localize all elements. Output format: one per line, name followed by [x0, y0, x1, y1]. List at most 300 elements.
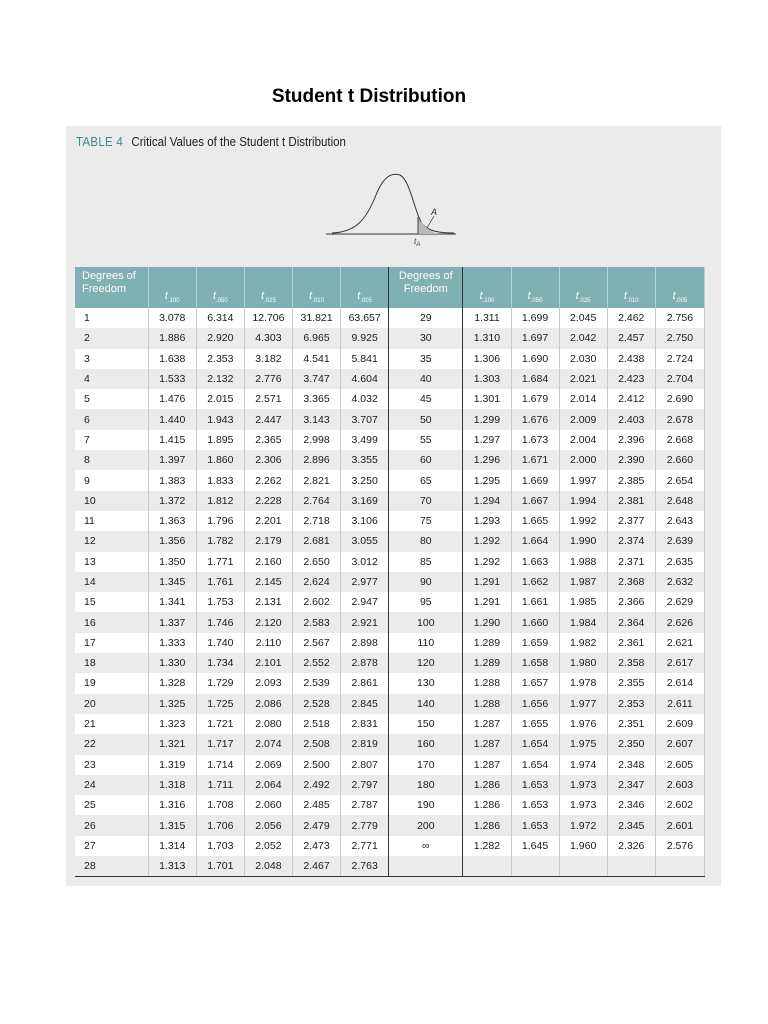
value-cell: 2.626 [655, 612, 704, 632]
value-cell: 1.533 [148, 369, 196, 389]
value-cell: 1.363 [148, 511, 196, 531]
value-cell: 1.761 [196, 572, 244, 592]
value-cell: 1.289 [463, 653, 511, 673]
value-cell: 2.201 [244, 511, 292, 531]
value-cell: 2.690 [655, 389, 704, 409]
table-caption-text: Critical Values of the Student t Distribution [131, 135, 346, 149]
value-cell: 1.782 [196, 531, 244, 551]
critical-value-column-header: $t_{.050}$ [511, 267, 559, 308]
df-cell: 130 [389, 673, 463, 693]
area-label: A [431, 207, 438, 217]
df-cell: 29 [389, 308, 463, 328]
value-cell: 1.286 [463, 795, 511, 815]
value-cell: 2.228 [244, 491, 292, 511]
value-cell: 5.841 [341, 349, 389, 369]
value-cell: 2.878 [341, 653, 389, 673]
table-row [75, 308, 705, 328]
value-cell: 3.078 [148, 308, 196, 328]
value-cell: 1.289 [463, 633, 511, 653]
df-cell: 110 [389, 633, 463, 653]
value-cell: 1.292 [463, 531, 511, 551]
value-cell: 2.603 [655, 775, 704, 795]
table-row [75, 572, 705, 592]
value-cell: 1.345 [148, 572, 196, 592]
value-cell: 1.977 [559, 694, 607, 714]
value-cell: 2.353 [607, 694, 655, 714]
table-row [75, 592, 705, 612]
value-cell: 4.541 [293, 349, 341, 369]
value-cell: 2.423 [607, 369, 655, 389]
value-cell: 1.653 [511, 795, 559, 815]
value-cell: 1.753 [196, 592, 244, 612]
value-cell: 2.681 [293, 531, 341, 551]
value-cell: 1.372 [148, 491, 196, 511]
value-cell: 1.306 [463, 349, 511, 369]
table-row [75, 795, 705, 815]
value-cell: 2.014 [559, 389, 607, 409]
value-cell: 3.355 [341, 450, 389, 470]
header-label-line2: Freedom [82, 283, 127, 295]
table-row [75, 409, 705, 429]
value-cell: 2.776 [244, 369, 292, 389]
value-cell: 2.819 [341, 734, 389, 754]
value-cell: 2.365 [244, 430, 292, 450]
value-cell: 2.347 [607, 775, 655, 795]
value-cell: 1.660 [511, 612, 559, 632]
value-cell [607, 856, 655, 877]
value-cell: 1.287 [463, 734, 511, 754]
value-cell: 4.604 [341, 369, 389, 389]
value-cell: 2.056 [244, 815, 292, 835]
value-cell: 2.763 [341, 856, 389, 877]
value-cell: 1.974 [559, 755, 607, 775]
df-cell: 10 [75, 491, 148, 511]
value-cell: 1.316 [148, 795, 196, 815]
df-cell: 90 [389, 572, 463, 592]
value-cell: 2.355 [607, 673, 655, 693]
value-cell: 2.977 [341, 572, 389, 592]
value-cell: 2.485 [293, 795, 341, 815]
value-cell: 2.947 [341, 592, 389, 612]
table-row [75, 349, 705, 369]
value-cell: 1.333 [148, 633, 196, 653]
value-cell: 2.045 [559, 308, 607, 328]
value-cell: 4.032 [341, 389, 389, 409]
value-cell [655, 856, 704, 877]
value-cell: 1.960 [559, 836, 607, 856]
table-row [75, 531, 705, 551]
df-cell: 17 [75, 633, 148, 653]
value-cell: 3.106 [341, 511, 389, 531]
value-cell: 2.438 [607, 349, 655, 369]
df-cell: 24 [75, 775, 148, 795]
value-cell: 1.973 [559, 775, 607, 795]
value-cell: 2.764 [293, 491, 341, 511]
value-cell: 2.571 [244, 389, 292, 409]
value-cell: 2.412 [607, 389, 655, 409]
df-cell: 15 [75, 592, 148, 612]
value-cell: 2.364 [607, 612, 655, 632]
value-cell: 1.311 [463, 308, 511, 328]
value-cell: 1.654 [511, 755, 559, 775]
value-cell: 1.282 [463, 836, 511, 856]
value-cell: 2.350 [607, 734, 655, 754]
value-cell: 1.658 [511, 653, 559, 673]
df-cell: 8 [75, 450, 148, 470]
value-cell: 1.440 [148, 409, 196, 429]
value-cell: 3.365 [293, 389, 341, 409]
table-row [75, 633, 705, 653]
value-cell: 1.663 [511, 552, 559, 572]
value-cell: 6.314 [196, 308, 244, 328]
value-cell: 2.306 [244, 450, 292, 470]
value-cell: 3.182 [244, 349, 292, 369]
value-cell: 6.965 [293, 328, 341, 348]
value-cell: 2.086 [244, 694, 292, 714]
df-cell: 65 [389, 470, 463, 490]
value-cell: 2.518 [293, 714, 341, 734]
value-cell: 2.069 [244, 755, 292, 775]
value-cell: 2.004 [559, 430, 607, 450]
df-cell: 11 [75, 511, 148, 531]
df-cell: 190 [389, 795, 463, 815]
value-cell: 2.048 [244, 856, 292, 877]
value-cell: 2.353 [196, 349, 244, 369]
value-cell: 2.000 [559, 450, 607, 470]
value-cell: 1.476 [148, 389, 196, 409]
value-cell: 1.328 [148, 673, 196, 693]
value-cell: 2.654 [655, 470, 704, 490]
table-header-row [75, 267, 705, 308]
value-cell: 2.576 [655, 836, 704, 856]
df-cell: 60 [389, 450, 463, 470]
value-cell: 1.699 [511, 308, 559, 328]
value-cell: 2.831 [341, 714, 389, 734]
value-cell: 1.293 [463, 511, 511, 531]
value-cell: 1.669 [511, 470, 559, 490]
value-cell: 1.287 [463, 714, 511, 734]
critical-values-table [75, 267, 705, 877]
df-cell: 25 [75, 795, 148, 815]
value-cell: 2.797 [341, 775, 389, 795]
value-cell: 2.368 [607, 572, 655, 592]
value-cell: 1.287 [463, 755, 511, 775]
value-cell: 2.262 [244, 470, 292, 490]
df-cell: 7 [75, 430, 148, 450]
value-cell: 1.315 [148, 815, 196, 835]
value-cell: 1.645 [511, 836, 559, 856]
df-cell: 19 [75, 673, 148, 693]
value-cell: 2.718 [293, 511, 341, 531]
value-cell: 1.665 [511, 511, 559, 531]
df-cell: 40 [389, 369, 463, 389]
header-label-line1: Degrees of [398, 270, 453, 282]
value-cell: 2.632 [655, 572, 704, 592]
value-cell: 2.779 [341, 815, 389, 835]
value-cell: 2.845 [341, 694, 389, 714]
df-cell: 50 [389, 409, 463, 429]
value-cell: 3.747 [293, 369, 341, 389]
value-cell: 2.015 [196, 389, 244, 409]
value-cell: 1.690 [511, 349, 559, 369]
value-cell: 2.787 [341, 795, 389, 815]
value-cell: 1.796 [196, 511, 244, 531]
value-cell: 2.345 [607, 815, 655, 835]
value-cell: 2.617 [655, 653, 704, 673]
value-cell: 1.746 [196, 612, 244, 632]
value-cell: 1.654 [511, 734, 559, 754]
value-cell: 1.990 [559, 531, 607, 551]
value-cell: 1.987 [559, 572, 607, 592]
value-cell: 1.975 [559, 734, 607, 754]
value-cell: 2.060 [244, 795, 292, 815]
df-cell: 1 [75, 308, 148, 328]
value-cell: 1.997 [559, 470, 607, 490]
value-cell: 1.982 [559, 633, 607, 653]
value-cell: 1.860 [196, 450, 244, 470]
value-cell: 1.383 [148, 470, 196, 490]
value-cell: 1.980 [559, 653, 607, 673]
value-cell: 3.143 [293, 409, 341, 429]
value-cell: 2.724 [655, 349, 704, 369]
table-row [75, 755, 705, 775]
critical-value-column-header: $t_{.010}$ [607, 267, 655, 308]
critical-value-column-header: $t_{.050}$ [196, 267, 244, 308]
df-cell: 45 [389, 389, 463, 409]
value-cell: 1.711 [196, 775, 244, 795]
value-cell: 2.021 [559, 369, 607, 389]
value-cell: 1.291 [463, 592, 511, 612]
value-cell: 2.381 [607, 491, 655, 511]
value-cell: 1.657 [511, 673, 559, 693]
value-cell: 2.492 [293, 775, 341, 795]
df-cell: 18 [75, 653, 148, 673]
value-cell: 1.290 [463, 612, 511, 632]
value-cell: 1.703 [196, 836, 244, 856]
value-cell: 9.925 [341, 328, 389, 348]
df-cell: 27 [75, 836, 148, 856]
value-cell: 2.131 [244, 592, 292, 612]
value-cell: 2.508 [293, 734, 341, 754]
value-cell: 1.664 [511, 531, 559, 551]
value-cell: 1.356 [148, 531, 196, 551]
table-row [75, 714, 705, 734]
value-cell: 1.299 [463, 409, 511, 429]
value-cell: 2.552 [293, 653, 341, 673]
value-cell: 2.093 [244, 673, 292, 693]
critical-value-column-header: $t_{.100}$ [148, 267, 196, 308]
value-cell: 2.605 [655, 755, 704, 775]
value-cell: 1.341 [148, 592, 196, 612]
value-cell: 2.479 [293, 815, 341, 835]
value-cell: 2.467 [293, 856, 341, 877]
value-cell: 2.326 [607, 836, 655, 856]
df-cell: 180 [389, 775, 463, 795]
table-row [75, 470, 705, 490]
df-cell: 80 [389, 531, 463, 551]
value-cell: 1.667 [511, 491, 559, 511]
table-row [75, 491, 705, 511]
value-cell: 1.976 [559, 714, 607, 734]
value-cell: 1.721 [196, 714, 244, 734]
value-cell: 2.042 [559, 328, 607, 348]
value-cell: 2.601 [655, 815, 704, 835]
value-cell: 1.318 [148, 775, 196, 795]
value-cell: 2.583 [293, 612, 341, 632]
value-cell: 2.346 [607, 795, 655, 815]
value-cell: 2.390 [607, 450, 655, 470]
df-cell: 160 [389, 734, 463, 754]
value-cell: 1.303 [463, 369, 511, 389]
df-cell: 120 [389, 653, 463, 673]
value-cell: 2.064 [244, 775, 292, 795]
value-cell [511, 856, 559, 877]
critical-value-column-header: $t_{.010}$ [293, 267, 341, 308]
value-cell: 1.323 [148, 714, 196, 734]
value-cell: 2.629 [655, 592, 704, 612]
value-cell: 2.539 [293, 673, 341, 693]
value-cell: 1.295 [463, 470, 511, 490]
value-cell: 2.145 [244, 572, 292, 592]
value-cell: 2.898 [341, 633, 389, 653]
value-cell: 2.668 [655, 430, 704, 450]
value-cell: 1.714 [196, 755, 244, 775]
df-cell: 140 [389, 694, 463, 714]
value-cell: 2.120 [244, 612, 292, 632]
value-cell: 2.403 [607, 409, 655, 429]
value-cell: 2.896 [293, 450, 341, 470]
value-cell: 1.655 [511, 714, 559, 734]
df-cell: 13 [75, 552, 148, 572]
table-number: TABLE 4 [76, 135, 124, 149]
value-cell: 4.303 [244, 328, 292, 348]
value-cell: 1.676 [511, 409, 559, 429]
value-cell: 2.358 [607, 653, 655, 673]
value-cell: 2.009 [559, 409, 607, 429]
table-caption [76, 135, 346, 149]
value-cell: 1.729 [196, 673, 244, 693]
df-cell: 150 [389, 714, 463, 734]
value-cell: 2.607 [655, 734, 704, 754]
df-cell: 95 [389, 592, 463, 612]
critical-value-column-header: $t_{.025}$ [559, 267, 607, 308]
value-cell: 2.678 [655, 409, 704, 429]
value-cell: 1.985 [559, 592, 607, 612]
value-cell: 1.708 [196, 795, 244, 815]
table-row [75, 694, 705, 714]
df-cell: 26 [75, 815, 148, 835]
degrees-of-freedom-header [75, 267, 148, 308]
value-cell: 2.624 [293, 572, 341, 592]
critical-value-column-header: $t_{.100}$ [463, 267, 511, 308]
value-cell: 2.366 [607, 592, 655, 612]
value-cell: 1.292 [463, 552, 511, 572]
value-cell: 1.661 [511, 592, 559, 612]
df-cell: 30 [389, 328, 463, 348]
value-cell: 31.821 [293, 308, 341, 328]
value-cell: 2.374 [607, 531, 655, 551]
table-row [75, 552, 705, 572]
value-cell: 1.701 [196, 856, 244, 877]
value-cell: 1.943 [196, 409, 244, 429]
value-cell: 1.659 [511, 633, 559, 653]
value-cell: 2.462 [607, 308, 655, 328]
table-row [75, 369, 705, 389]
value-cell: 3.012 [341, 552, 389, 572]
value-cell: 2.643 [655, 511, 704, 531]
value-cell: 2.807 [341, 755, 389, 775]
value-cell: 2.567 [293, 633, 341, 653]
df-cell: ∞ [389, 836, 463, 856]
value-cell: 2.704 [655, 369, 704, 389]
value-cell: 2.639 [655, 531, 704, 551]
table-row [75, 389, 705, 409]
table-row [75, 430, 705, 450]
df-cell [389, 856, 463, 877]
value-cell: 1.673 [511, 430, 559, 450]
value-cell: 1.321 [148, 734, 196, 754]
value-cell: 2.101 [244, 653, 292, 673]
value-cell: 3.250 [341, 470, 389, 490]
value-cell: 1.337 [148, 612, 196, 632]
value-cell: 2.348 [607, 755, 655, 775]
value-cell: 2.371 [607, 552, 655, 572]
value-cell: 1.740 [196, 633, 244, 653]
value-cell: 1.833 [196, 470, 244, 490]
value-cell: 1.415 [148, 430, 196, 450]
table-row [75, 734, 705, 754]
value-cell: 12.706 [244, 308, 292, 328]
value-cell: 1.319 [148, 755, 196, 775]
table-row [75, 511, 705, 531]
area-pointer [427, 216, 434, 228]
value-cell: 2.030 [559, 349, 607, 369]
value-cell: 2.998 [293, 430, 341, 450]
value-cell: 1.994 [559, 491, 607, 511]
df-cell: 70 [389, 491, 463, 511]
df-cell: 85 [389, 552, 463, 572]
value-cell: 1.297 [463, 430, 511, 450]
df-cell: 100 [389, 612, 463, 632]
value-cell: 2.052 [244, 836, 292, 856]
table-row [75, 815, 705, 835]
value-cell: 1.294 [463, 491, 511, 511]
value-cell: 1.988 [559, 552, 607, 572]
value-cell: 1.286 [463, 775, 511, 795]
value-cell: 1.812 [196, 491, 244, 511]
value-cell: 2.821 [293, 470, 341, 490]
value-cell [559, 856, 607, 877]
value-cell: 2.602 [293, 592, 341, 612]
value-cell [463, 856, 511, 877]
value-cell: 2.635 [655, 552, 704, 572]
df-cell: 22 [75, 734, 148, 754]
value-cell: 1.288 [463, 694, 511, 714]
page-title: Student t Distribution [271, 86, 467, 107]
value-cell: 2.500 [293, 755, 341, 775]
table-row [75, 856, 705, 877]
df-cell: 2 [75, 328, 148, 348]
value-cell: 2.602 [655, 795, 704, 815]
df-cell: 16 [75, 612, 148, 632]
critical-value-column-header: $t_{.025}$ [244, 267, 292, 308]
value-cell: 1.697 [511, 328, 559, 348]
value-cell: 1.291 [463, 572, 511, 592]
df-cell: 14 [75, 572, 148, 592]
df-cell: 12 [75, 531, 148, 551]
value-cell: 2.611 [655, 694, 704, 714]
df-cell: 35 [389, 349, 463, 369]
